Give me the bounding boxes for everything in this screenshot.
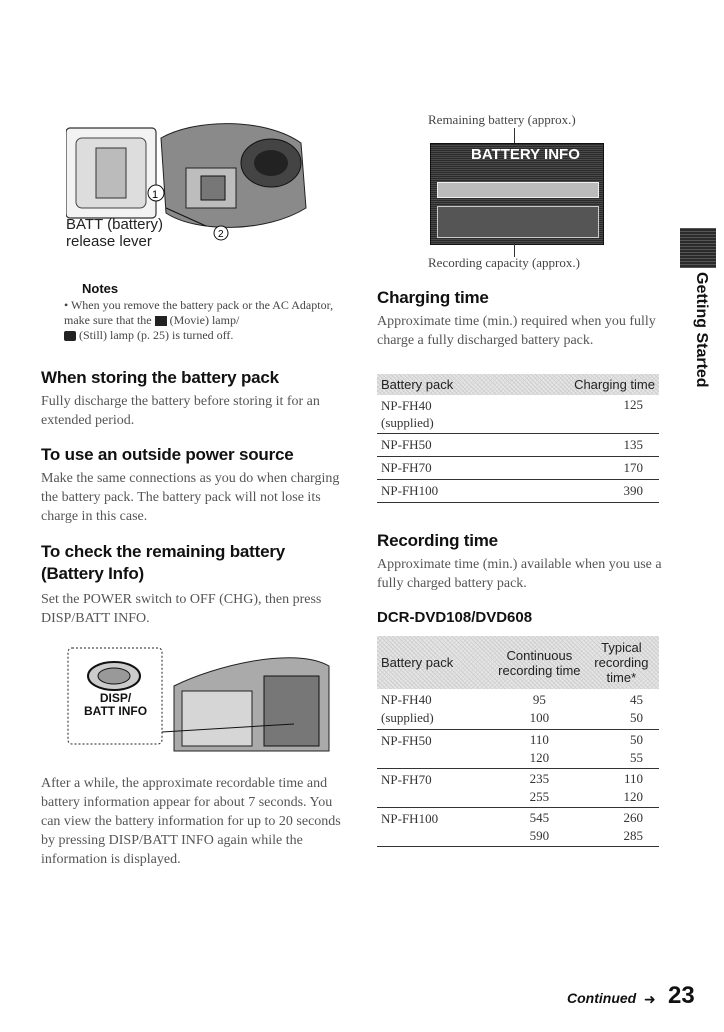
svg-text:2: 2: [218, 229, 224, 240]
recording-col-pack: Battery pack: [381, 655, 454, 670]
table-row: [377, 730, 659, 769]
section-tab-text: Getting Started: [693, 272, 710, 388]
recording-typ-value: 50: [630, 710, 643, 725]
recording-cont-value: 120: [529, 750, 550, 765]
table-row: [377, 480, 659, 503]
notes-item-text-1: • When you remove the battery pack or the AC Adaptor, make sure that the: [64, 298, 334, 327]
recording-row-pack: NP-FH70: [381, 772, 432, 787]
disp-button-label-line1: DISP/: [99, 691, 132, 705]
storing-heading: When storing the battery pack: [41, 368, 279, 387]
charging-col-pack: Battery pack: [381, 377, 454, 392]
charging-time-text: Approximate time (min.) required when you fully charge a fully discharged battery pack.: [377, 314, 656, 348]
model-heading: DCR-DVD108/DVD608: [377, 609, 533, 626]
charging-row-pack: NP-FH100: [381, 483, 439, 498]
table-row: [377, 457, 659, 480]
section-tab-label: [678, 272, 718, 388]
table-row: [377, 769, 659, 808]
recording-time-heading: Recording time: [377, 531, 498, 550]
recording-table-header: [377, 636, 659, 689]
check-battery-text: Set the POWER switch to OFF (CHG), then press DISP/BATT INFO.: [41, 592, 322, 626]
fig1-label-1: BATT (battery): [66, 216, 163, 233]
recording-typ-value: 50: [630, 732, 643, 747]
disp-button-label-line2: BATT INFO: [84, 704, 148, 718]
storing-text: Fully discharge the battery before storing it for an extended period.: [41, 394, 320, 428]
recording-cont-value: 235: [529, 771, 550, 786]
disp-button-label: [84, 692, 147, 718]
charging-row-pack: NP-FH70: [381, 460, 432, 475]
outside-power-heading: To use an outside power source: [41, 445, 294, 464]
movie-lamp-icon: [155, 316, 167, 326]
recording-row-pack: NP-FH50: [381, 733, 432, 748]
continued-arrow-icon: ➜: [644, 992, 656, 1008]
table-row: [377, 808, 659, 847]
charging-row-time: 125: [623, 397, 643, 412]
continued-label: Continued: [567, 990, 637, 1006]
still-lamp-icon: [64, 331, 76, 341]
charging-row-pack: NP-FH50: [381, 437, 432, 452]
recording-cont-value: 255: [529, 789, 550, 804]
charging-col-time: Charging time: [574, 377, 655, 392]
charging-time-heading: Charging time: [377, 288, 489, 307]
recording-typ-value: 120: [623, 789, 643, 804]
recording-typ-value: 260: [623, 810, 643, 825]
fig1-caption: [66, 216, 163, 250]
recording-cont-value: 545: [529, 810, 550, 825]
check-battery-heading: [41, 542, 285, 584]
after-text: After a while, the approximate recordable time and battery information appear for about 7 seconds. You can view the battery information for up to 20 seconds by pressing DISP/BATT INFO again while the information is displayed.: [41, 776, 341, 867]
charging-time-table: [377, 374, 659, 503]
recording-col-continuous: Continuous recording time: [498, 647, 581, 678]
recording-row-pack: NP-FH40: [381, 692, 432, 707]
charging-row-time: 390: [623, 483, 643, 498]
recording-cont-value: 100: [529, 710, 550, 725]
battery-level-bar: [437, 182, 599, 198]
recording-time-table: [377, 636, 659, 847]
recording-typ-value: 285: [623, 828, 643, 843]
notes-item-text-2: (Movie) lamp/: [169, 313, 240, 327]
check-battery-heading-line2: (Battery Info): [41, 564, 144, 583]
recording-col-typical: Typical recording time*: [594, 640, 649, 685]
table-row: [377, 395, 659, 434]
notes-heading: Notes: [82, 281, 119, 296]
notes-item-text-3: (Still) lamp (p. 25) is turned off.: [79, 328, 234, 342]
table-row: [377, 434, 659, 457]
recording-cont-value: 95: [532, 692, 546, 707]
notes-item: [64, 298, 340, 343]
recording-time-text: Approximate time (min.) available when you use a fully charged battery pack.: [377, 557, 662, 591]
recording-capacity-caption: Recording capacity (approx.): [428, 255, 580, 270]
remaining-battery-caption: Remaining battery (approx.): [428, 112, 576, 127]
charging-row-time: 135: [623, 437, 643, 452]
charging-table-header: [377, 374, 659, 395]
charging-row-sub: (supplied): [381, 415, 434, 430]
outside-power-text: Make the same connections as you do when charging the battery pack. The battery pack will not lose its charge in this case.: [41, 471, 340, 524]
recording-capacity-panel: [437, 206, 599, 238]
recording-cont-value: 590: [529, 828, 550, 843]
recording-row-sub: (supplied): [381, 710, 434, 725]
check-battery-heading-line1: To check the remaining battery: [41, 542, 286, 561]
section-tab-marker: [680, 228, 716, 268]
table-row: [377, 689, 659, 730]
recording-row-pack: NP-FH100: [381, 811, 439, 826]
recording-cont-value: 110: [529, 732, 549, 747]
charging-row-pack: NP-FH40: [381, 398, 432, 413]
page-number: 23: [668, 982, 695, 1009]
battery-info-title: BATTERY INFO: [471, 146, 580, 163]
recording-typ-value: 110: [623, 771, 643, 786]
fig1-label-2: release lever: [66, 233, 152, 250]
svg-text:1: 1: [152, 189, 159, 201]
battery-info-screen: [430, 143, 604, 245]
recording-typ-value: 55: [630, 750, 643, 765]
recording-typ-value: 45: [630, 692, 643, 707]
charging-row-time: 170: [623, 460, 643, 475]
